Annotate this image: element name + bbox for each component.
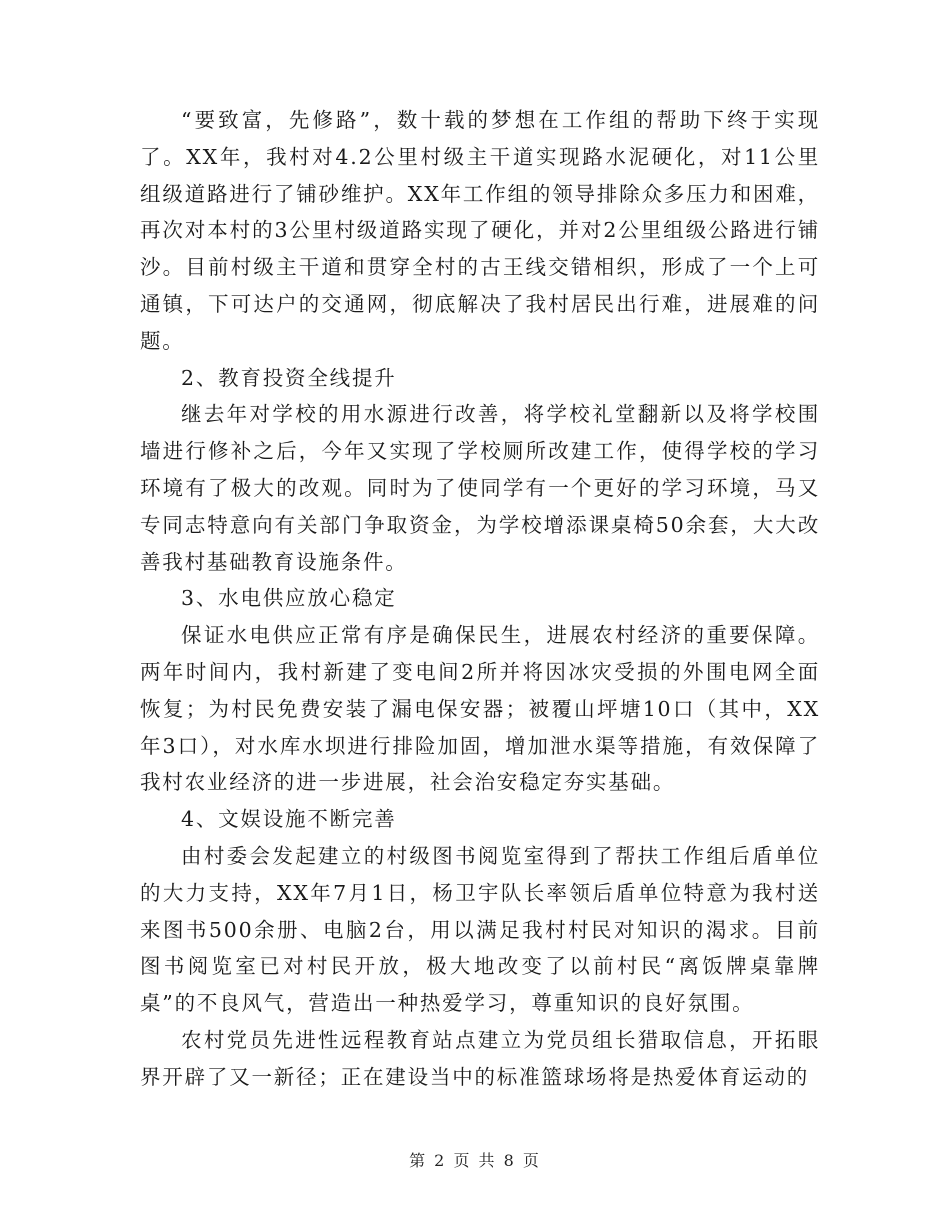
paragraph-school-improvement: 继去年对学校的用水源进行改善，将学校礼堂翻新以及将学校围墙进行修补之后，今年又实现了学校厕所改建工作，使得学校的学习环境有了极大的改观。同时为了使同学有一个更好的学习环境，马又专同志特意向有关部门争取资金，为学校增添课桌椅50余套，大大改善我村基础教育设施条件。 [140,402,820,574]
page-number-footer: 第 2 页 共 8 页 [409,1151,541,1170]
paragraph-road-construction: “要致富，先修路”，数十载的梦想在工作组的帮助下终于实现了。XX年，我村对4.2公里村级主干道实现路水泥硬化，对11公里组级道路进行了铺砂维护。XX年工作组的领导排除众多压力和困难，再次对本村的3公里村级道路实现了硬化，并对2公里组级公路进行铺沙。目前村级主干道和贯穿全村的古王线交错相织，形成了一个上可通镇，下可达户的交通网，彻底解决了我村居民出行难，进展难的问题。 [140,108,820,353]
paragraph-water-electricity: 保证水电供应正常有序是确保民生，进展农村经济的重要保障。两年时间内，我村新建了变电间2所并将因冰灾受损的外围电网全面恢复；为村民免费安装了漏电保安器；被覆山坪塘10口（其中，XX年3口），对水库水坝进行排险加固，增加泄水渠等措施，有效保障了我村农业经济的进一步进展，社会治安稳定夯实基础。 [140,623,820,795]
paragraph-library: 由村委会发起建立的村级图书阅览室得到了帮扶工作组后盾单位的大力支持，XX年7月1日，杨卫宇队长率领后盾单位特意为我村送来图书500余册、电脑2台，用以满足我村村民对知识的渴求。目前图书阅览室已对村民开放，极大地改变了以前村民“离饭牌桌靠牌桌”的不良风气，营造出一种热爱学习，尊重知识的良好氛围。 [140,843,820,1016]
heading-education-investment: 2、教育投资全线提升 [181,365,397,390]
document-body [140,102,820,1096]
heading-water-electricity: 3、水电供应放心稳定 [181,586,397,611]
paragraph-remote-education: 农村党员先进性远程教育站点建立为党员组长猎取信息，开拓眼界开辟了又一新径；正在建设当中的标准篮球场将是热爱体育运动的 [140,1027,820,1089]
heading-cultural-facilities: 4、文娱设施不断完善 [181,807,397,832]
